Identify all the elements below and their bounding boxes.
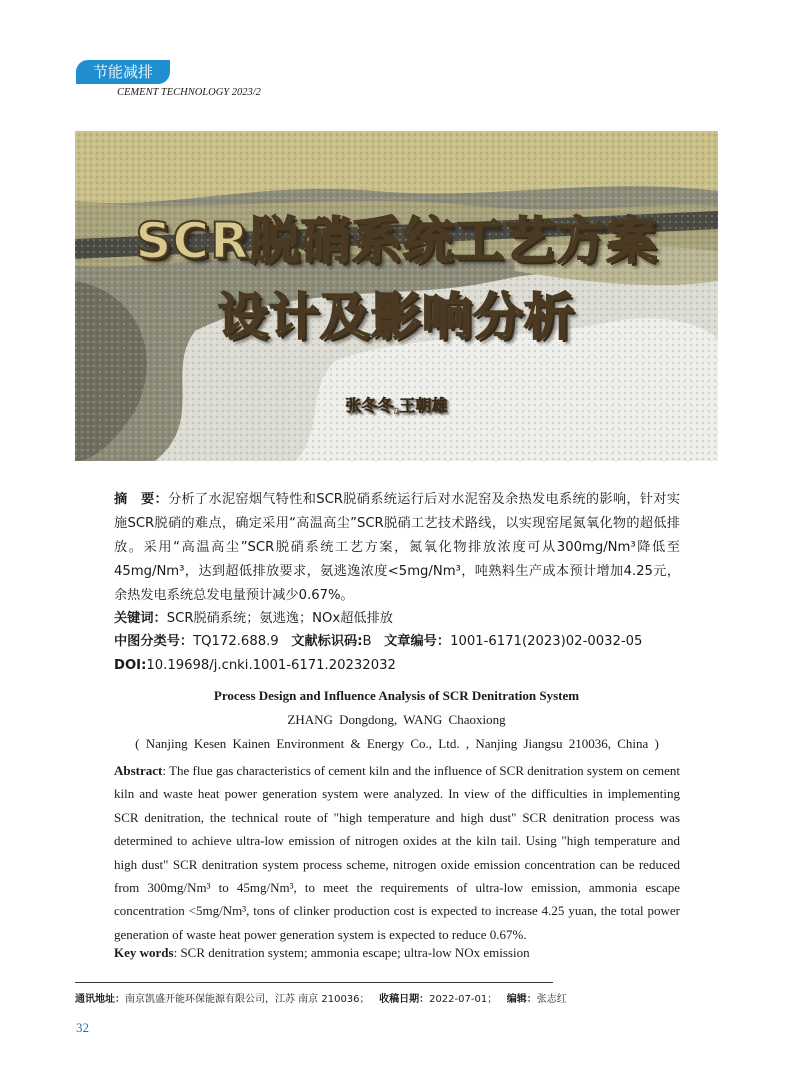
abstract-cn-text: 分析了水泥窑烟气特性和SCR脱硝系统运行后对水泥窑及余热发电系统的影响，针对实施SCR脱硝的难点，确定采用“高温高尘”SCR脱硝工艺技术路线，以实现窑尾氮氧化物的超低排放。采用“高温高尘”SCR脱硝系统工艺方案，氮氧化物排放浓度可从300mg/Nm³降低至45mg/Nm³，达到超低排放要求，氨逃逸浓度<5mg/Nm³，吨熟料生产成本预计增加4.25元，余热发电系统总发电量预计减少0.67%。 bbox=[114, 492, 681, 603]
article-number-value: 1001-6171(2023)02-0032-05 bbox=[450, 634, 643, 649]
editor-label: 编辑： bbox=[506, 994, 537, 1005]
clc-label: 中图分类号： bbox=[114, 634, 194, 649]
classification-line bbox=[114, 630, 680, 654]
english-affiliation: ( Nanjing Kesen Kainen Environment & Energy Co., Ltd. , Nanjing Jiangsu 210036, China ) bbox=[135, 736, 659, 751]
english-abstract-label: Abstract bbox=[114, 763, 163, 778]
english-keywords-text: : SCR denitration system; ammonia escape; ultra-low NOx emission bbox=[173, 945, 530, 960]
footnote bbox=[75, 990, 715, 1005]
footnote-rule bbox=[75, 982, 553, 983]
english-authors: ZHANG Dongdong, WANG Chaoxiong bbox=[287, 712, 506, 727]
english-abstract bbox=[114, 759, 680, 946]
title-line-2: 设计及影响分析 bbox=[218, 288, 575, 346]
english-title: Process Design and Influence Analysis of SCR Denitration System bbox=[213, 688, 580, 703]
abstract-cn-label: 摘 要： bbox=[114, 492, 168, 507]
doi-value[interactable]: 10.19698/j.cnki.1001-6171.20232032 bbox=[146, 658, 396, 673]
title-line-1: SCR脱硝系统工艺方案 bbox=[135, 212, 658, 270]
page-number: 32 bbox=[76, 1020, 89, 1035]
journal-line: CEMENT TECHNOLOGY 2023/2 bbox=[117, 87, 261, 98]
address-label: 通讯地址： bbox=[75, 994, 125, 1005]
editor-name: 张志红 bbox=[536, 994, 567, 1005]
keywords-cn-text: SCR脱硝系统；氨逃逸；NOx超低排放 bbox=[166, 611, 393, 626]
keywords-cn-label: 关键词： bbox=[114, 611, 167, 626]
doi-label: DOI: bbox=[114, 658, 147, 673]
received-label: 收稿日期： bbox=[379, 994, 430, 1005]
address-text: 南京凯盛开能环保能源有限公司，江苏 南京 210036； bbox=[125, 994, 370, 1005]
section-tag: 节能减排 bbox=[76, 60, 170, 84]
received-date: 2022-07-01； bbox=[429, 994, 498, 1005]
clc-value: TQ172.688.9 bbox=[193, 634, 279, 649]
title-banner bbox=[75, 131, 718, 461]
article-number-label: 文章编号： bbox=[384, 634, 451, 649]
abstract-cn bbox=[114, 488, 680, 608]
english-keywords-label: Key words bbox=[114, 945, 174, 960]
doi-line bbox=[114, 654, 680, 678]
english-abstract-text: : The flue gas characteristics of cement kiln and the influence of SCR denitration system on cement kiln and waste heat power generation system were analyzed. In view of the difficulties in implementing SCR denitration, the technical route of "high temperature and high dust" SCR denitration process was determined to achieve ultra-low emission of nitrogen oxides at the kiln tail. Using "high temperature and high dust" SCR denitration system process scheme, nitrogen oxide emission concentration can be reduced from 300mg/Nm³ to 45mg/Nm³, to meet the requirements of ultra-low emission, ammonia escape concentration <5mg/Nm³, tons of clinker production cost is expected to increase 4.25 yuan, the total power generation of waste heat power generation system is expected to reduce 0.67%. bbox=[114, 763, 680, 942]
authors-cn: 张冬冬,王朝雄 bbox=[345, 396, 448, 415]
english-keywords bbox=[114, 945, 680, 961]
doc-code-label: 文献标识码: bbox=[291, 634, 363, 649]
keywords-cn bbox=[114, 607, 680, 631]
doc-code-value: B bbox=[362, 634, 372, 649]
